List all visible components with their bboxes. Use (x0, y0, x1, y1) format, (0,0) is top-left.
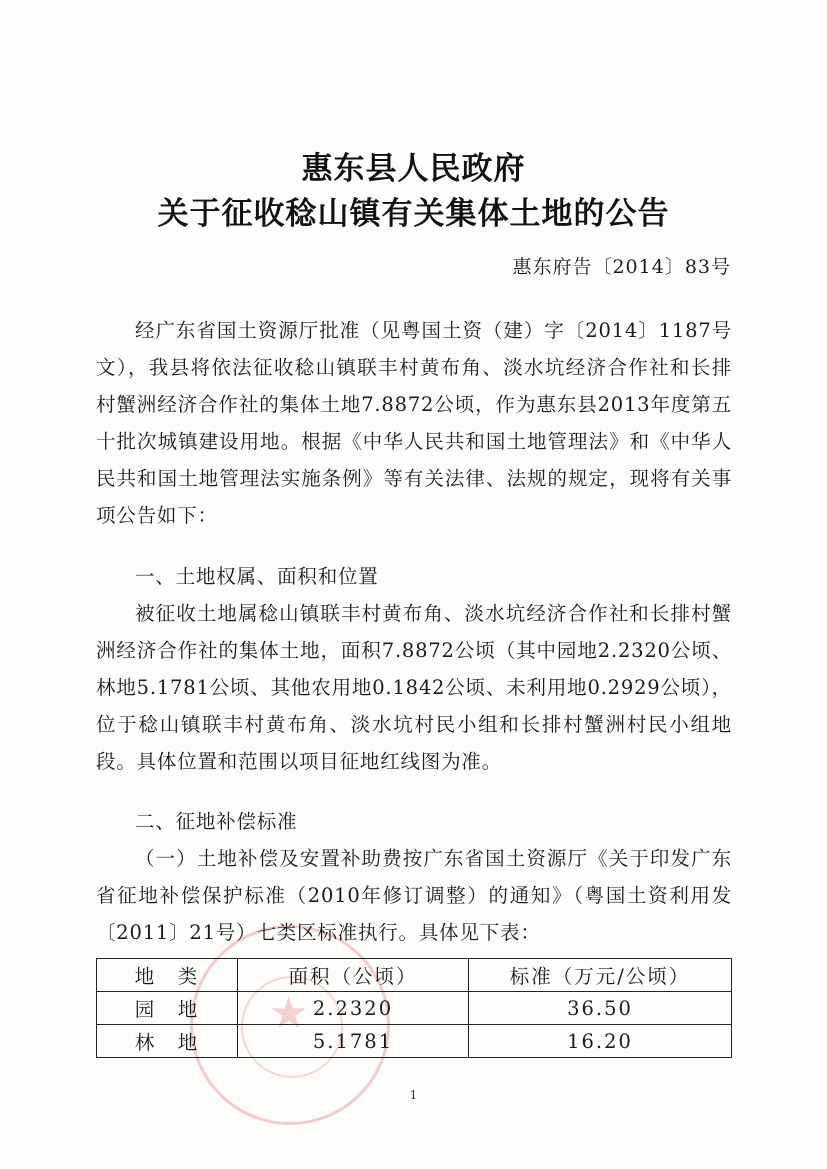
seal-star-icon: ★ (269, 988, 309, 1039)
cell-area: 5.1781 (238, 1025, 469, 1058)
table-header-row (97, 959, 732, 992)
cell-standard: 36.50 (469, 992, 732, 1025)
section-heading-2: 二、征地补偿标准 (135, 810, 298, 833)
header-area: 面积（公顷） (238, 959, 469, 992)
document-number: 惠东府告〔2014〕83号 (512, 256, 731, 278)
header-land-type: 地 类 (97, 959, 238, 992)
land-ownership-paragraph: 被征收土地属稔山镇联丰村黄布角、淡水坑经济合作社和长排村蟹洲经济合作社的集体土地，面积7.8872公顷（其中园地2.2320公顷、林地5.1781公顷、其他农用地0.1842公顷、未利用地0.2929公顷），位于稔山镇联丰村黄布角、淡水坑村民小组和长排村蟹洲村民小组地段。具体位置和范围以项目征地红线图为准。 (96, 602, 732, 773)
title-line-1: 惠东县人民政府 (301, 151, 526, 187)
cell-land-type: 林 地 (97, 1025, 238, 1058)
cell-standard: 16.20 (469, 1025, 732, 1058)
section-heading-1: 一、土地权属、面积和位置 (135, 565, 379, 588)
table-row (97, 992, 732, 1025)
page-number: 1 (409, 1088, 418, 1102)
title-line-2: 关于征收稔山镇有关集体土地的公告 (157, 196, 670, 232)
compensation-table (96, 958, 732, 1058)
table-row (97, 1025, 732, 1058)
header-standard: 标准（万元/公顷） (469, 959, 732, 992)
intro-paragraph: 经广东省国土资源厅批准（见粤国土资（建）字〔2014〕1187号文），我县将依法征收稔山镇联丰村黄布角、淡水坑经济合作社和长排村蟹洲经济合作社的集体土地7.8872公顷，作为惠东县2013年度第五十批次城镇建设用地。根据《中华人民共和国土地管理法》和《中华人民共和国土地管理法实施条例》等有关法律、法规的规定，现将有关事项公告如下： (96, 319, 732, 527)
compensation-paragraph: （一）土地补偿及安置补助费按广东省国土资源厅《关于印发广东省征地补偿保护标准（2010年修订调整）的通知》（粤国土资利用发〔2011〕21号）七类区标准执行。具体见下表： (96, 847, 732, 944)
cell-area: 2.2320 (238, 992, 469, 1025)
cell-land-type: 园 地 (97, 992, 238, 1025)
